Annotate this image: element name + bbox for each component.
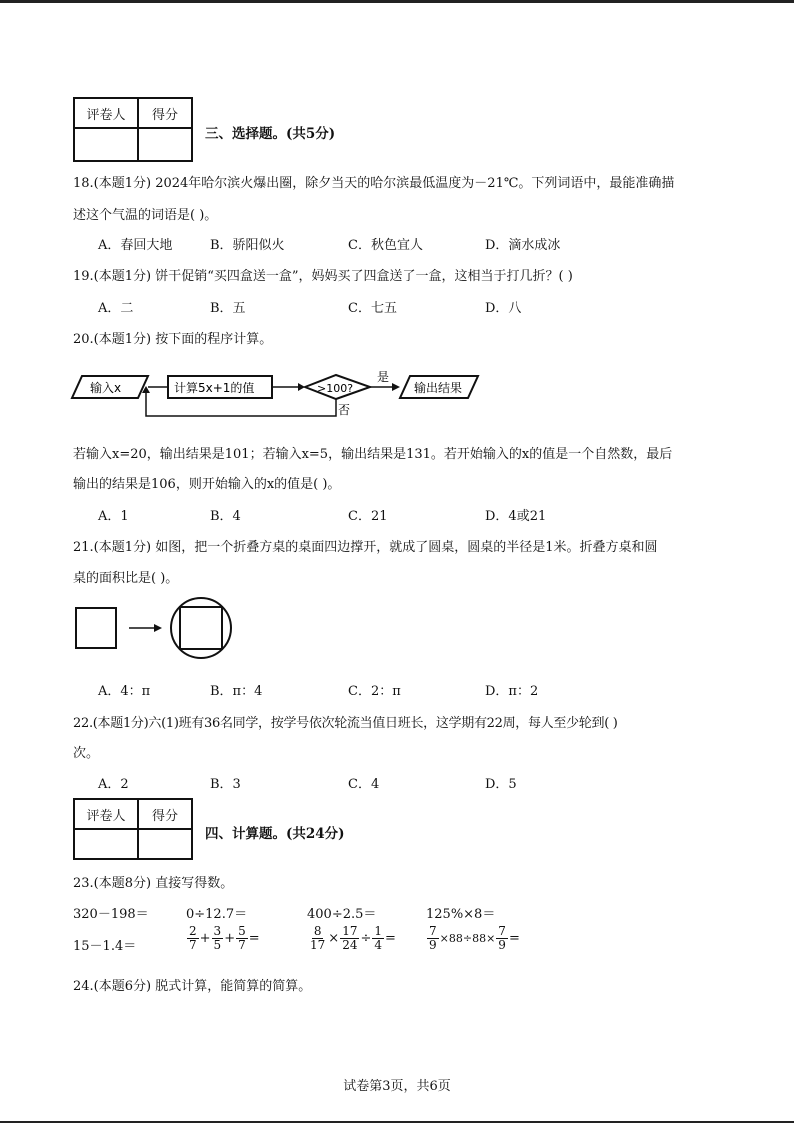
question-text: 若输入x=20，输出结果是101；若输入x=5，输出结果是131。若开始输入的x的值是一个自然数，最后	[73, 447, 673, 462]
section-title: 四、计算题。(共24分)	[205, 826, 345, 842]
option-d[interactable]: D．4或21	[485, 509, 547, 524]
fraction: $\frac{17}{24}$	[342, 924, 358, 952]
calc-item: 15－1.4＝	[73, 939, 137, 954]
square-table-shape	[76, 608, 116, 648]
option-c[interactable]: C．秋色宜人	[348, 238, 423, 253]
option-b[interactable]: B．π：4	[210, 684, 263, 699]
top-border	[0, 0, 794, 3]
flowchart	[70, 364, 490, 424]
question-text: 18.(本题1分) 2024年哈尔滨火爆出圈，除夕当天的哈尔滨最低温度为－21℃。下列词语中，最能准确描	[73, 176, 675, 191]
option-c[interactable]: C．2：π	[348, 684, 401, 699]
option-c[interactable]: C．4	[348, 777, 380, 792]
score-cell[interactable]	[138, 128, 192, 161]
option-d[interactable]: D．5	[485, 777, 517, 792]
option-a[interactable]: A．4：π	[98, 684, 151, 699]
fraction: $\frac{3}{5}$	[213, 924, 222, 952]
option-b[interactable]: B．五	[210, 301, 246, 316]
flow-yes-label: 是	[377, 370, 390, 384]
fraction: $\frac{1}{4}$	[374, 924, 383, 952]
calc-item: 0÷12.7＝	[186, 907, 248, 922]
option-a[interactable]: A．1	[98, 509, 129, 524]
calc-item: 125%×8＝	[426, 907, 496, 922]
option-c[interactable]: C．七五	[348, 301, 397, 316]
flow-output-label: 输出结果	[414, 381, 463, 395]
question-text: 19.(本题1分) 饼干促销“买四盒送一盒”，妈妈买了四盒送了一盒，这相当于打几折？( )	[73, 269, 573, 284]
fraction: $\frac{8}{17}$	[310, 924, 326, 952]
question-text: 21.(本题1分) 如图，把一个折叠方桌的桌面四边撑开，就成了圆桌，圆桌的半径是1米。折叠方桌和圆	[73, 540, 658, 555]
flow-calc-label: 计算5x+1的值	[174, 381, 255, 395]
grader-cell[interactable]	[74, 128, 138, 161]
score-label: 得分	[138, 799, 192, 829]
option-a[interactable]: A．春回大地	[98, 238, 173, 253]
option-d[interactable]: D．π：2	[485, 684, 539, 699]
question-text: 23.(本题8分) 直接写得数。	[73, 876, 234, 891]
score-label: 得分	[138, 98, 192, 128]
flow-input-label: 输入x	[90, 381, 122, 395]
arrow-head-icon	[392, 383, 400, 391]
score-box	[73, 97, 193, 162]
flow-condition-label: >100?	[317, 382, 354, 395]
option-b[interactable]: B．4	[210, 509, 241, 524]
fraction-expression: $\frac{2}{7}$ + $\frac{3}{5}$ + $\frac{5}{7}$ =	[189, 924, 260, 952]
page-footer: 试卷第3页，共6页	[343, 1079, 451, 1094]
fraction: $\frac{2}{7}$	[189, 924, 197, 952]
flow-no-label: 否	[338, 403, 351, 417]
fraction: $\frac{5}{7}$	[238, 924, 246, 952]
option-b[interactable]: B．3	[210, 777, 241, 792]
question-text: 述这个气温的词语是( )。	[73, 208, 218, 223]
question-text: 20.(本题1分) 按下面的程序计算。	[73, 332, 273, 347]
question-text: 桌的面积比是( )。	[73, 571, 179, 586]
grader-label: 评卷人	[74, 98, 138, 128]
score-box	[73, 798, 193, 860]
fraction-expression: $\frac{8}{17}$ × $\frac{17}{24}$ ÷ $\frac{1}{4}$ =	[310, 924, 396, 952]
grader-cell[interactable]	[74, 829, 138, 859]
option-a[interactable]: A．2	[98, 777, 129, 792]
calc-item: 400÷2.5＝	[307, 907, 377, 922]
table-figure	[72, 596, 242, 662]
option-d[interactable]: D．八	[485, 301, 522, 316]
arrow-right-icon	[154, 624, 162, 632]
question-text: 输出的结果是106，则开始输入的x的值是( )。	[73, 477, 341, 492]
question-text: 24.(本题6分) 脱式计算，能简算的简算。	[73, 979, 312, 994]
grader-label: 评卷人	[74, 799, 138, 829]
calc-item: 320－198＝	[73, 907, 149, 922]
section-title: 三、选择题。(共5分)	[205, 126, 336, 142]
option-c[interactable]: C．21	[348, 509, 388, 524]
option-d[interactable]: D．滴水成冰	[485, 238, 561, 253]
question-text: 次。	[73, 746, 100, 761]
fraction: $\frac{7}{9}$	[429, 924, 437, 952]
option-b[interactable]: B．骄阳似火	[210, 238, 285, 253]
question-text: 22.(本题1分)六(1)班有36名同学，按学号依次轮流当值日班长，这学期有22周，每人至少轮到( )	[73, 716, 618, 731]
score-cell[interactable]	[138, 829, 192, 859]
option-a[interactable]: A．二	[98, 301, 134, 316]
fraction: $\frac{7}{9}$	[498, 924, 506, 952]
fraction-expression: $\frac{7}{9}$ ×88÷88× $\frac{7}{9}$ =	[429, 924, 520, 952]
